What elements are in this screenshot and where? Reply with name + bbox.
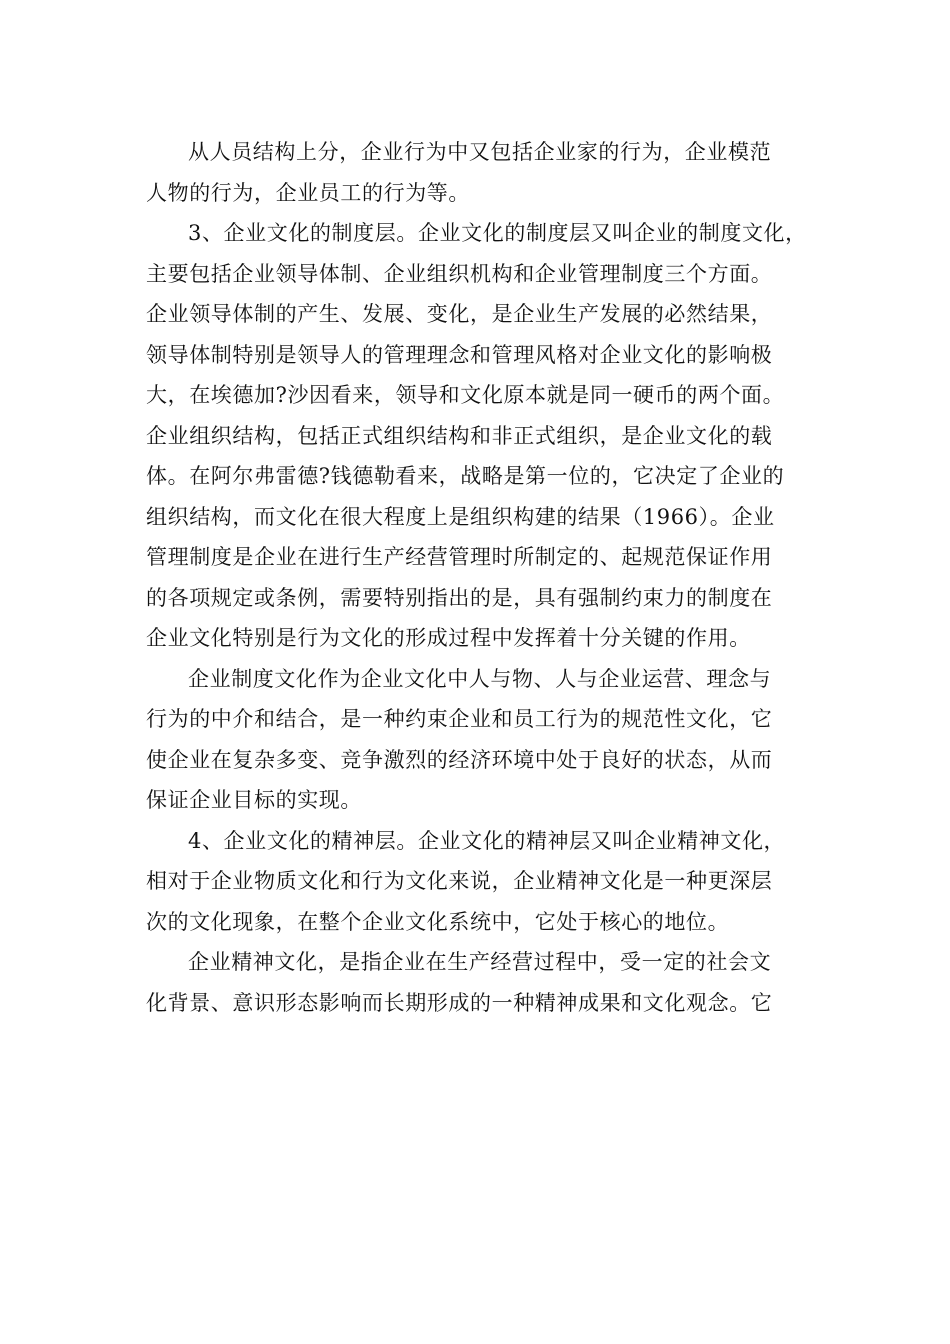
- paragraph-line: 3、企业文化的制度层。企业文化的制度层又叫企业的制度文化，: [188, 221, 807, 245]
- paragraph-line: 组织结构，而文化在很大程度上是组织构建的结果（1966）。企业: [146, 504, 775, 529]
- paragraph-line: 化背景、意识形态影响而长期形成的一种精神成果和文化观念。它: [146, 990, 773, 1015]
- paragraph-line: 企业组织结构，包括正式组织结构和非正式组织，是企业文化的载: [146, 423, 773, 448]
- paragraph-line: 企业文化特别是行为文化的形成过程中发挥着十分关键的作用。: [146, 626, 751, 650]
- body-text: [146, 132, 818, 1023]
- paragraph-line: 大，在埃德加?沙因看来，领导和文化原本就是同一硬币的两个面。: [146, 383, 785, 407]
- paragraph-line: 使企业在复杂多变、竞争激烈的经济环境中处于良好的状态，从而: [146, 747, 773, 772]
- paragraph-line: 行为的中介和结合，是一种约束企业和员工行为的规范性文化，它: [146, 707, 773, 731]
- paragraph-line: 管理制度是企业在进行生产经营管理时所制定的、起规范保证作用: [146, 545, 773, 569]
- paragraph-line: 相对于企业物质文化和行为文化来说，企业精神文化是一种更深层: [146, 869, 773, 893]
- paragraph-line: 从人员结构上分，企业行为中又包括企业家的行为，企业模范: [188, 140, 772, 164]
- paragraph-line: 体。在阿尔弗雷德?钱德勒看来，战略是第一位的，它决定了企业的: [146, 464, 785, 488]
- paragraph-line: 保证企业目标的实现。: [146, 788, 362, 812]
- paragraph-line: 领导体制特别是领导人的管理理念和管理风格对企业文化的影响极: [146, 342, 773, 367]
- paragraph-line: 的各项规定或条例，需要特别指出的是，具有强制约束力的制度在: [146, 585, 773, 610]
- paragraph-line: 人物的行为，企业员工的行为等。: [146, 180, 470, 205]
- paragraph-line: 主要包括企业领导体制、企业组织机构和企业管理制度三个方面。: [146, 261, 773, 286]
- paragraph-line: 4、企业文化的精神层。企业文化的精神层又叫企业精神文化，: [188, 828, 786, 853]
- paragraph-line: 企业精神文化，是指企业在生产经营过程中，受一定的社会文: [188, 950, 772, 974]
- paragraph-line: 企业领导体制的产生、发展、变化，是企业生产发展的必然结果，: [146, 302, 773, 326]
- paragraph-line: 企业制度文化作为企业文化中人与物、人与企业运营、理念与: [188, 666, 772, 691]
- paragraph-line: 次的文化现象，在整个企业文化系统中，它处于核心的地位。: [146, 909, 730, 934]
